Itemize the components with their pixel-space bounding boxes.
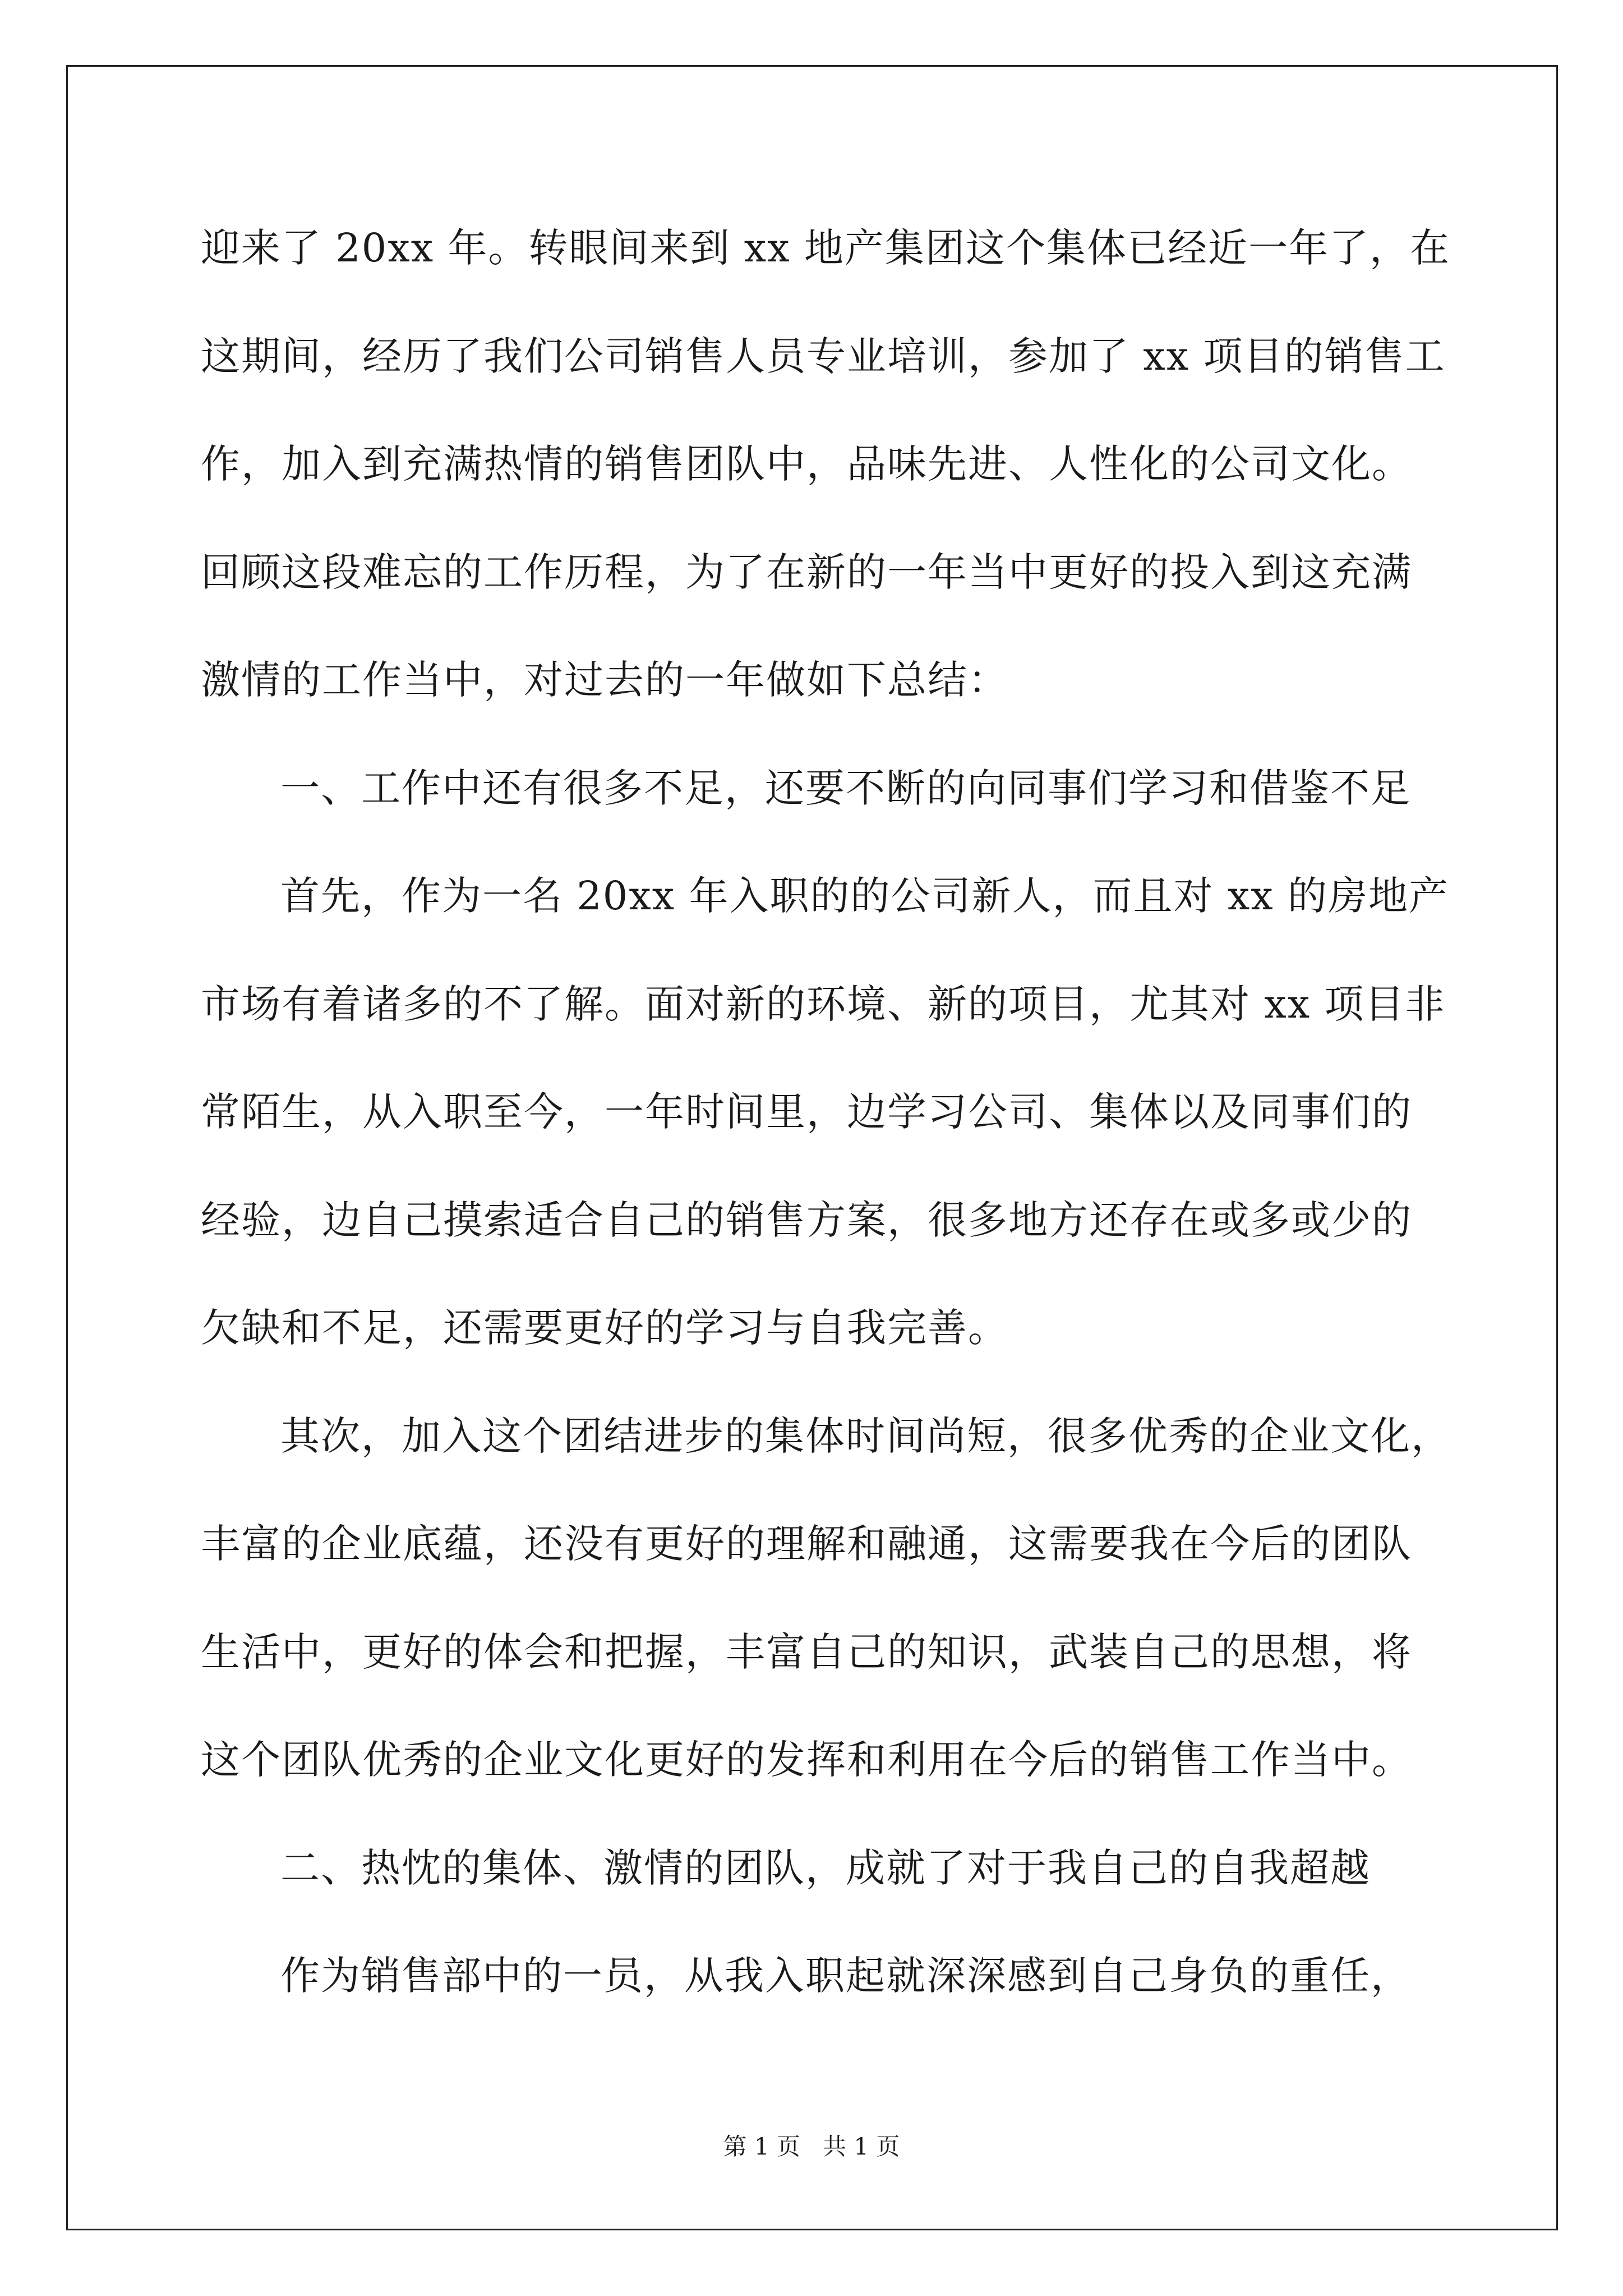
- text-line: 首先，作为一名 20xx 年入职的的公司新人，而且对 xx 的房地产: [280, 873, 1449, 919]
- text-line: 市场有着诸多的不了解。面对新的环境、新的项目，尤其对 xx 项目非: [201, 981, 1446, 1027]
- page-number: 第 1 页: [723, 2133, 800, 2160]
- text-line: 作为销售部中的一员，从我入职起就深深感到自己身负的重任，: [280, 1953, 1411, 1999]
- section-heading: 二、热忱的集体、激情的团队，成就了对于我自己的自我超越: [280, 1844, 1371, 1891]
- text-line: 常陌生，从入职至今，一年时间里，边学习公司、集体以及同事们的: [201, 1089, 1412, 1135]
- page-footer: [0, 2130, 1623, 2164]
- text-line: 这期间，经历了我们公司销售人员专业培训，参加了 xx 项目的销售工: [201, 333, 1446, 379]
- text-line: 激情的工作当中，对过去的一年做如下总结：: [201, 657, 1008, 703]
- text-line: 迎来了 20xx 年。转眼间来到 xx 地产集团这个集体已经近一年了，在: [201, 225, 1450, 271]
- text-line: 作，加入到充满热情的销售团队中，品味先进、人性化的公司文化。: [201, 441, 1412, 487]
- text-line: 这个团队优秀的企业文化更好的发挥和利用在今后的销售工作当中。: [201, 1737, 1412, 1783]
- section-heading: 一、工作中还有很多不足，还要不断的向同事们学习和借鉴不足: [280, 765, 1411, 811]
- text-line: 经验，边自己摸索适合自己的销售方案，很多地方还存在或多或少的: [201, 1197, 1412, 1243]
- document-body: [201, 220, 1451, 2056]
- text-line: 其次，加入这个团结进步的集体时间尚短，很多优秀的企业文化，: [280, 1412, 1451, 1459]
- text-line: 回顾这段难忘的工作历程，为了在新的一年当中更好的投入到这充满: [201, 549, 1412, 595]
- text-line: 欠缺和不足，还需要更好的学习与自我完善。: [201, 1305, 1008, 1351]
- page-total: 共 1 页: [823, 2133, 900, 2160]
- text-line: 丰富的企业底蕴，还没有更好的理解和融通，这需要我在今后的团队: [201, 1521, 1412, 1567]
- text-line: 生活中，更好的体会和把握，丰富自己的知识，武装自己的思想，将: [201, 1628, 1412, 1675]
